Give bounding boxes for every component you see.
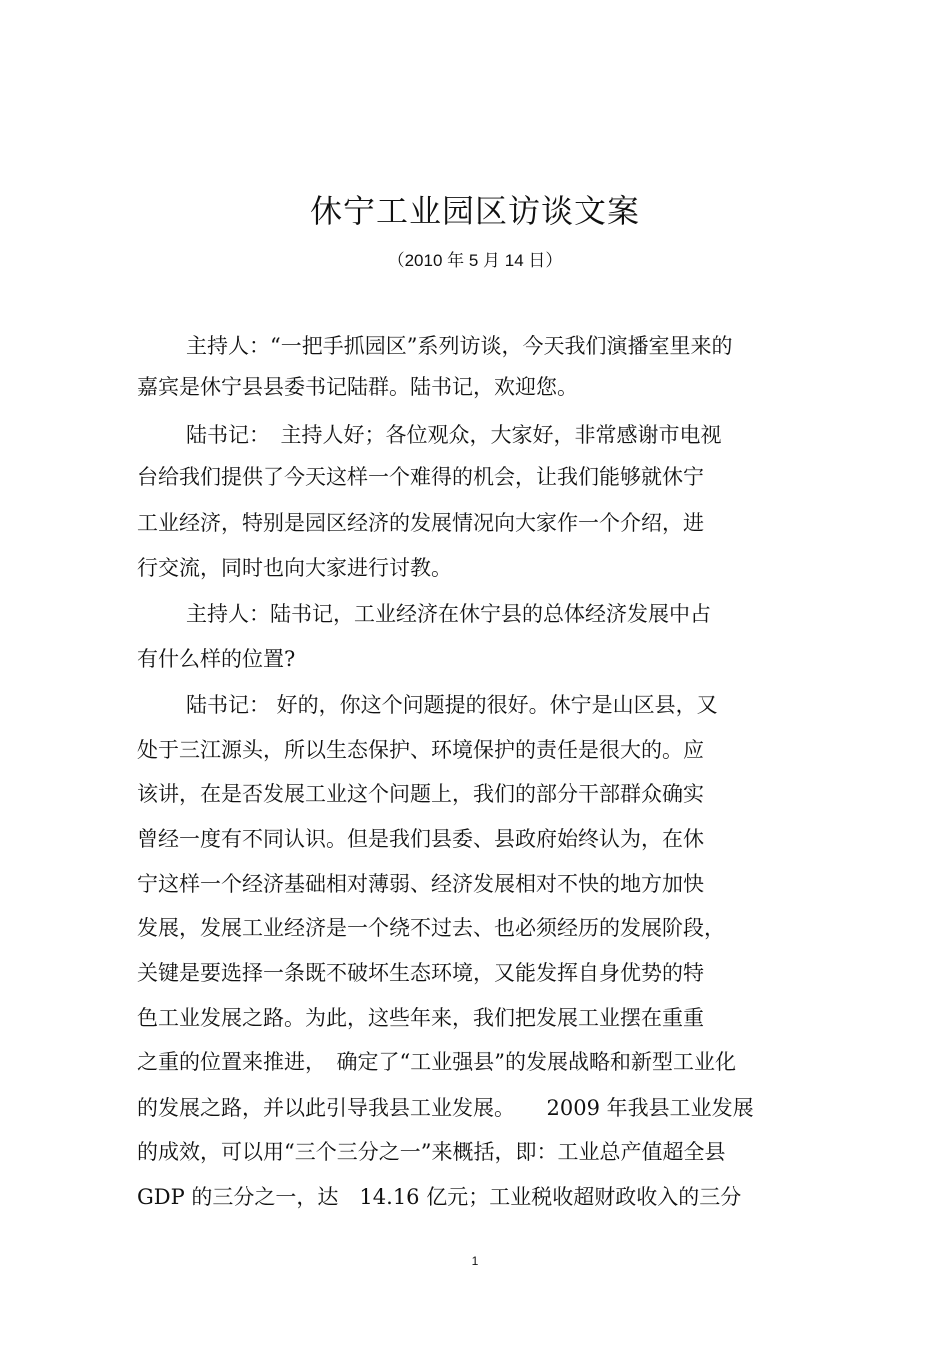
body-line: 工业经济，特别是园区经济的发展情况向大家作一个介绍，进 [137, 511, 704, 535]
body-line: 嘉宾是休宁县县委书记陆群。陆书记，欢迎您。 [137, 375, 578, 399]
document-date: （2010 年 5 月 14 日） [387, 251, 563, 270]
body-line: 的成效，可以用“三个三分之一”来概括，即：工业总产值超全县 [137, 1140, 726, 1164]
body-line: 发展，发展工业经济是一个绕不过去、也必须经历的发展阶段， [137, 916, 725, 940]
body-line: 陆书记： 主持人好；各位观众，大家好，非常感谢市电视 [186, 423, 722, 447]
body-line: 行交流，同时也向大家进行讨教。 [137, 556, 452, 580]
body-line: 主持人：“一把手抓园区”系列访谈，今天我们演播室里来的 [186, 334, 733, 358]
body-line: 有什么样的位置? [137, 647, 296, 671]
body-line: 处于三江源头，所以生态保护、环境保护的责任是很大的。应 [137, 738, 704, 762]
body-line: GDP 的三分之一，达 14.16 亿元；工业税收超财政收入的三分 [137, 1185, 742, 1209]
body-line: 关键是要选择一条既不破坏生态环境，又能发挥自身优势的特 [137, 961, 704, 985]
body-line: 陆书记： 好的，你这个问题提的很好。休宁是山区县，又 [186, 693, 718, 717]
document-title: 休宁工业园区访谈文案 [309, 192, 640, 230]
body-line: 主持人：陆书记，工业经济在休宁县的总体经济发展中占 [186, 602, 711, 626]
body-line: 宁这样一个经济基础相对薄弱、经济发展相对不快的地方加快 [137, 872, 704, 896]
page-number: 1 [471, 1254, 479, 1268]
body-line: 的发展之路，并以此引导我县工业发展。 2009 年我县工业发展 [137, 1096, 754, 1120]
body-line: 曾经一度有不同认识。但是我们县委、县政府始终认为，在休 [137, 827, 704, 851]
body-line: 该讲，在是否发展工业这个问题上，我们的部分干部群众确实 [137, 782, 704, 806]
body-line: 台给我们提供了今天这样一个难得的机会，让我们能够就休宁 [137, 465, 704, 489]
body-line: 色工业发展之路。为此，这些年来，我们把发展工业摆在重重 [137, 1006, 704, 1030]
body-line: 之重的位置来推进， 确定了“工业强县”的发展战略和新型工业化 [137, 1050, 736, 1074]
